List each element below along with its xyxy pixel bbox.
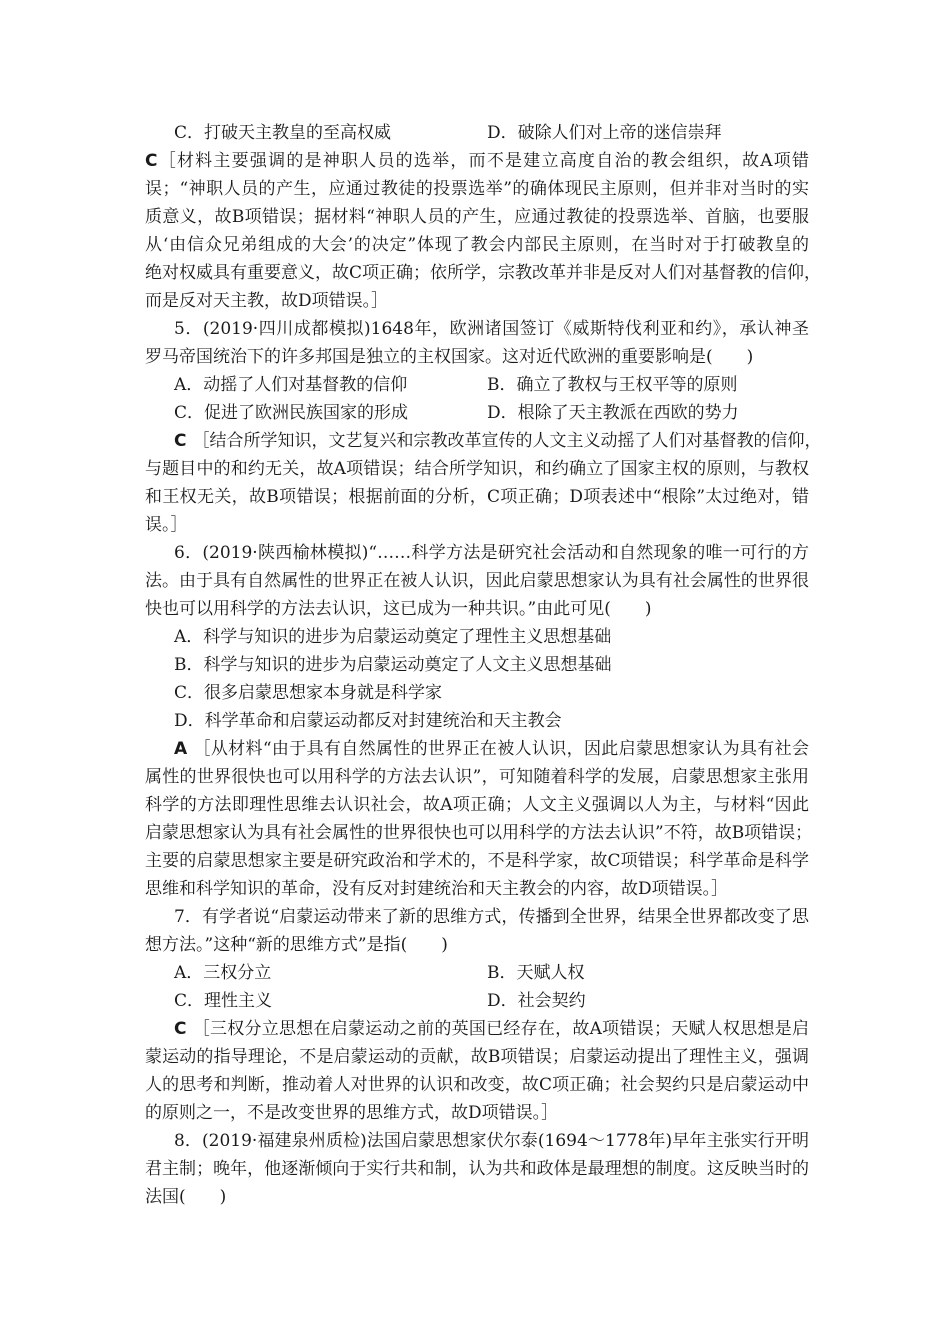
q6-stem-line: 法。由于具有自然属性的世界正在被人认识，因此启蒙思想家认为具有社会属性的世界很: [145, 571, 809, 591]
q7-answer: C: [174, 1019, 187, 1039]
q6-option-d: D．科学革命和启蒙运动都反对封建统治和天主教会: [174, 711, 562, 731]
q7-option-b: B．天赋人权: [487, 963, 585, 983]
q6-explanation-line: 主要的启蒙思想家主要是研究政治和学术的，不是科学家，故C项错误；科学革命是科学: [145, 851, 809, 871]
q8-stem-line: 君主制；晚年，他逐渐倾向于实行共和制，认为共和政体是最理想的制度。这反映当时的: [145, 1159, 809, 1179]
q4-explanation-line: 质意义，故B项错误；据材料“神职人员的产生，应通过教徒的投票选举、首脑，也要服: [145, 207, 809, 227]
q7-explanation-line: C ［三权分立思想在启蒙运动之前的英国已经存在，故A项错误；天赋人权思想是启: [174, 1019, 809, 1039]
q8-stem-line: 8．(2019·福建泉州质检)法国启蒙思想家伏尔泰(1694～1778年)早年主张实行开明: [174, 1131, 809, 1151]
q6-explanation-line: A ［从材料“由于具有自然属性的世界正在被人认识，因此启蒙思想家认为具有社会: [174, 739, 809, 759]
q4-explanation-line: 从‘由信众兄弟组成的大会’的决定”体现了教会内部民主原则，在当时对于打破教皇的: [145, 235, 809, 255]
q7-stem-line: 7．有学者说“启蒙运动带来了新的思维方式，传播到全世界，结果全世界都改变了思: [174, 907, 809, 927]
q6-explanation-line: 启蒙思想家认为具有社会属性的世界很快也可以用科学的方法去认识”不符，故B项错误；: [145, 823, 813, 843]
q5-explanation-line: 误。］: [145, 515, 188, 535]
q6-explanation-line: 科学的方法即理性思维去认识社会，故A项正确；人文主义强调以人为主，与材料“因此: [145, 795, 809, 815]
q6-option-b: B．科学与知识的进步为启蒙运动奠定了人文主义思想基础: [174, 655, 612, 675]
q5-option-c: C．促进了欧洲民族国家的形成: [174, 403, 409, 423]
q7-option-a: A．三权分立: [174, 963, 272, 983]
q6-option-c: C．很多启蒙思想家本身就是科学家: [174, 683, 443, 703]
q7-stem-line: 想方法。”这种“新的思维方式”是指( ): [145, 935, 448, 955]
q4-explanation-line: 误；“神职人员的产生，应通过教徒的投票选举”的确体现民主原则，但并非对当时的实: [145, 179, 809, 199]
q4-option-c: C．打破天主教皇的至高权威: [174, 123, 392, 143]
q4-explanation-line: C［材料主要强调的是神职人员的选举，而不是建立高度自治的教会组织，故A项错: [145, 151, 809, 171]
q4-explanation-line: 绝对权威具有重要意义，故C项正确；依所学，宗教改革并非是反对人们对基督教的信仰，: [145, 263, 822, 283]
q6-stem-line: 快也可以用科学的方法去认识，这已成为一种共识。”由此可见( ): [145, 599, 652, 619]
q5-explanation-line: C ［结合所学知识，文艺复兴和宗教改革宣传的人文主义动摇了人们对基督教的信仰，: [174, 431, 822, 451]
q4-explanation-line: 而是反对天主教，故D项错误。］: [145, 291, 389, 311]
q7-explanation-line: 人的思考和判断，推动着人对世界的认识和改变，故C项正确；社会契约只是启蒙运动中: [145, 1075, 809, 1095]
q6-explanation-line: 思维和科学知识的革命，没有反对封建统治和天主教会的内容，故D项错误。］: [145, 879, 729, 899]
q6-answer: A: [174, 739, 188, 759]
q5-stem-line: 罗马帝国统治下的许多邦国是独立的主权国家。这对近代欧洲的重要影响是( ): [145, 347, 754, 367]
q6-explanation-line: 属性的世界很快也可以用科学的方法去认识”，可知随着科学的发展，启蒙思想家主张用: [145, 767, 809, 787]
q5-stem-line: 5．(2019·四川成都模拟)1648年，欧洲诸国签订《威斯特伐利亚和约》，承认神圣: [174, 319, 809, 339]
q6-stem-line: 6．(2019·陕西榆林模拟)“……科学方法是研究社会活动和自然现象的唯一可行的方: [174, 543, 809, 563]
q7-explanation-line: 的原则之一，不是改变世界的思维方式，故D项错误。］: [145, 1103, 559, 1123]
q7-option-d: D．社会契约: [487, 991, 586, 1011]
q8-stem-line: 法国( ): [145, 1187, 227, 1207]
q6-option-a: A．科学与知识的进步为启蒙运动奠定了理性主义思想基础: [174, 627, 612, 647]
q5-option-a: A．动摇了人们对基督教的信仰: [174, 375, 408, 395]
q7-option-c: C．理性主义: [174, 991, 273, 1011]
q7-explanation-line: 蒙运动的指导理论，不是启蒙运动的贡献，故B项错误；启蒙运动提出了理性主义，强调: [145, 1047, 809, 1067]
q4-answer: C: [145, 151, 158, 171]
q5-option-d: D．根除了天主教派在西欧的势力: [487, 403, 739, 423]
q4-option-d: D．破除人们对上帝的迷信崇拜: [487, 123, 722, 143]
q5-explanation-line: 和王权无关，故B项错误；根据前面的分析，C项正确；D项表述中“根除”太过绝对，错: [145, 487, 809, 507]
q5-explanation-line: 与题目中的和约无关，故A项错误；结合所学知识，和约确立了国家主权的原则，与教权: [145, 459, 809, 479]
q5-option-b: B．确立了教权与王权平等的原则: [487, 375, 738, 395]
q5-answer: C: [174, 431, 187, 451]
